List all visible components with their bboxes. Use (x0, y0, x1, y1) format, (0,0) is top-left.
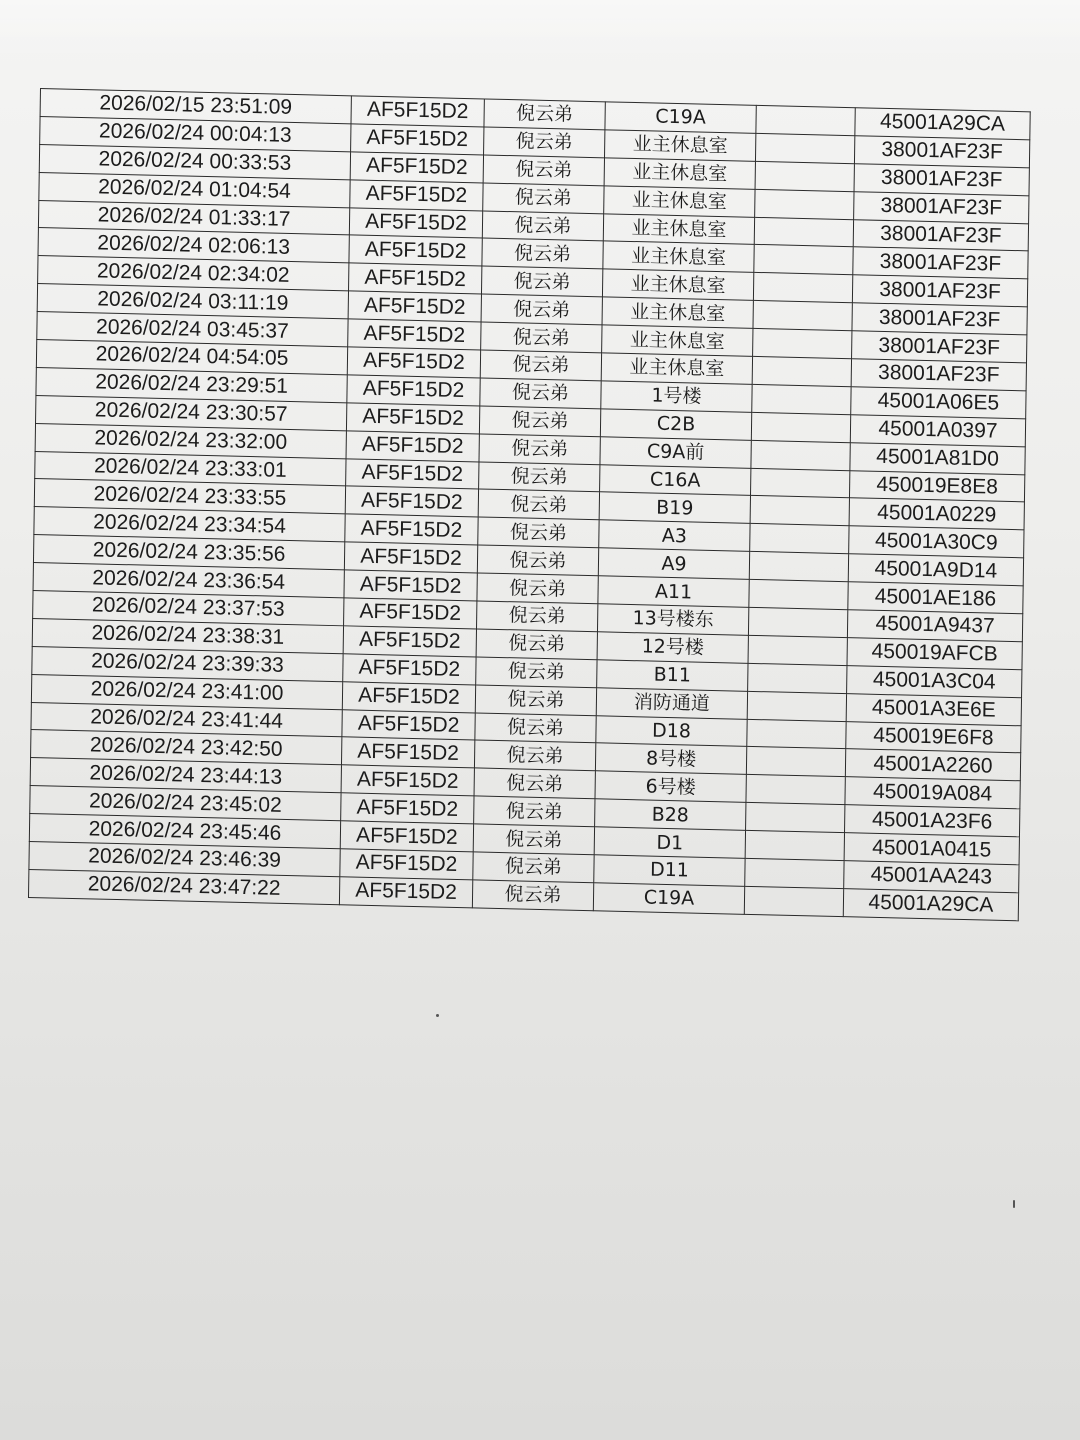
cell-checkpoint-location: 业主休息室 (602, 325, 753, 356)
cell-timestamp: 2026/02/24 23:47:22 (28, 869, 339, 904)
cell-empty (745, 858, 844, 888)
cell-card-id: AF5F15D2 (346, 458, 479, 489)
cell-person-name: 倪云弟 (480, 350, 601, 381)
cell-checkpoint-location: 业主休息室 (603, 241, 754, 272)
cell-person-name: 倪云弟 (481, 322, 602, 353)
cell-timestamp: 2026/02/24 23:46:39 (29, 842, 340, 877)
cell-empty (747, 719, 846, 749)
cell-person-name: 倪云弟 (479, 434, 600, 465)
paper-highlight (0, 0, 1080, 60)
paper-speck (436, 1014, 439, 1017)
cell-empty (746, 747, 845, 777)
cell-checkpoint-location: 6号楼 (595, 771, 746, 802)
cell-device-id: 38001AF23F (851, 359, 1026, 391)
patrol-record-table (28, 88, 1031, 921)
cell-card-id: AF5F15D2 (351, 124, 484, 155)
cell-device-id: 45001A9437 (847, 610, 1022, 642)
cell-timestamp: 2026/02/24 00:33:53 (39, 144, 350, 179)
cell-card-id: AF5F15D2 (344, 598, 477, 629)
cell-timestamp: 2026/02/24 23:29:51 (36, 367, 347, 402)
cell-card-id: AF5F15D2 (349, 235, 482, 266)
cell-checkpoint-location: 业主休息室 (604, 185, 755, 216)
cell-device-id: 38001AF23F (853, 219, 1028, 251)
cell-card-id: AF5F15D2 (340, 849, 473, 880)
cell-card-id: AF5F15D2 (349, 263, 482, 294)
cell-timestamp: 2026/02/24 23:33:55 (34, 479, 345, 514)
cell-checkpoint-location: A9 (598, 548, 749, 579)
cell-person-name: 倪云弟 (475, 685, 596, 716)
cell-card-id: AF5F15D2 (339, 877, 472, 908)
cell-card-id: AF5F15D2 (347, 375, 480, 406)
cell-timestamp: 2026/02/24 23:39:33 (32, 646, 343, 681)
cell-empty (751, 468, 850, 498)
cell-device-id: 450019E6F8 (846, 721, 1021, 753)
cell-checkpoint-location: B28 (595, 799, 746, 830)
cell-timestamp: 2026/02/24 23:45:46 (29, 814, 340, 849)
cell-checkpoint-location: 业主休息室 (603, 213, 754, 244)
cell-timestamp: 2026/02/24 23:35:56 (33, 535, 344, 570)
cell-device-id: 45001A81D0 (850, 442, 1025, 474)
cell-device-id: 38001AF23F (852, 303, 1027, 335)
cell-empty (748, 663, 847, 693)
cell-checkpoint-location: 业主休息室 (602, 269, 753, 300)
cell-checkpoint-location: 消防通道 (596, 687, 747, 718)
cell-person-name: 倪云弟 (474, 796, 595, 827)
cell-card-id: AF5F15D2 (342, 681, 475, 712)
cell-device-id: 45001A23F6 (845, 805, 1020, 837)
cell-checkpoint-location: C9A前 (600, 436, 751, 467)
cell-empty (746, 803, 845, 833)
cell-empty (752, 356, 851, 386)
cell-timestamp: 2026/02/24 23:36:54 (33, 563, 344, 598)
cell-empty (747, 691, 846, 721)
cell-checkpoint-location: 12号楼 (597, 632, 748, 663)
cell-person-name: 倪云弟 (482, 238, 603, 269)
cell-timestamp: 2026/02/24 00:04:13 (40, 116, 351, 151)
cell-timestamp: 2026/02/24 02:34:02 (38, 256, 349, 291)
cell-device-id: 38001AF23F (852, 331, 1027, 363)
cell-device-id: 45001A29CA (843, 889, 1018, 921)
cell-card-id: AF5F15D2 (347, 347, 480, 378)
cell-timestamp: 2026/02/24 02:06:13 (38, 228, 349, 263)
cell-empty (744, 886, 843, 916)
cell-checkpoint-location: C16A (600, 464, 751, 495)
cell-device-id: 45001A30C9 (849, 526, 1024, 558)
cell-device-id: 45001A0415 (844, 833, 1019, 865)
cell-checkpoint-location: D1 (594, 827, 745, 858)
cell-timestamp: 2026/02/24 01:04:54 (39, 172, 350, 207)
cell-device-id: 450019A084 (845, 777, 1020, 809)
cell-empty (748, 607, 847, 637)
cell-empty (752, 384, 851, 414)
cell-device-id: 450019E8E8 (849, 470, 1024, 502)
cell-person-name: 倪云弟 (483, 183, 604, 214)
cell-card-id: AF5F15D2 (342, 709, 475, 740)
cell-empty (756, 105, 855, 135)
cell-person-name: 倪云弟 (482, 211, 603, 242)
cell-person-name: 倪云弟 (474, 740, 595, 771)
cell-card-id: AF5F15D2 (346, 431, 479, 462)
cell-empty (753, 273, 852, 303)
cell-person-name: 倪云弟 (476, 657, 597, 688)
cell-checkpoint-location: C2B (600, 409, 751, 440)
cell-checkpoint-location: D18 (596, 715, 747, 746)
cell-timestamp: 2026/02/24 23:41:44 (31, 702, 342, 737)
cell-card-id: AF5F15D2 (344, 542, 477, 573)
cell-person-name: 倪云弟 (483, 155, 604, 186)
cell-empty (755, 161, 854, 191)
cell-device-id: 45001A3C04 (847, 665, 1022, 697)
cell-empty (755, 189, 854, 219)
cell-checkpoint-location: 8号楼 (595, 743, 746, 774)
cell-person-name: 倪云弟 (473, 852, 594, 883)
cell-timestamp: 2026/02/24 23:38:31 (32, 618, 343, 653)
cell-checkpoint-location: A3 (599, 520, 750, 551)
cell-card-id: AF5F15D2 (344, 570, 477, 601)
cell-empty (745, 830, 844, 860)
cell-person-name: 倪云弟 (480, 378, 601, 409)
cell-card-id: AF5F15D2 (346, 403, 479, 434)
cell-card-id: AF5F15D2 (348, 319, 481, 350)
cell-timestamp: 2026/02/24 23:42:50 (31, 730, 342, 765)
cell-timestamp: 2026/02/24 23:32:00 (35, 423, 346, 458)
cell-device-id: 38001AF23F (853, 247, 1028, 279)
cell-person-name: 倪云弟 (477, 573, 598, 604)
cell-checkpoint-location: C19A (593, 883, 744, 914)
cell-device-id: 45001A9D14 (848, 554, 1023, 586)
cell-person-name: 倪云弟 (477, 601, 598, 632)
cell-device-id: 38001AF23F (852, 275, 1027, 307)
cell-person-name: 倪云弟 (479, 406, 600, 437)
cell-card-id: AF5F15D2 (341, 793, 474, 824)
cell-timestamp: 2026/02/24 23:37:53 (33, 591, 344, 626)
cell-card-id: AF5F15D2 (345, 486, 478, 517)
cell-card-id: AF5F15D2 (349, 207, 482, 238)
cell-checkpoint-location: 业主休息室 (604, 158, 755, 189)
cell-checkpoint-location: 业主休息室 (605, 130, 756, 161)
cell-checkpoint-location: C19A (605, 102, 756, 133)
cell-device-id: 45001AE186 (848, 582, 1023, 614)
cell-checkpoint-location: B11 (597, 660, 748, 691)
cell-empty (751, 440, 850, 470)
patrol-record-table-body (28, 89, 1030, 921)
cell-device-id: 38001AF23F (854, 191, 1029, 223)
cell-checkpoint-location: A11 (598, 576, 749, 607)
cell-timestamp: 2026/02/15 23:51:09 (40, 89, 351, 124)
cell-device-id: 45001A0397 (850, 414, 1025, 446)
cell-checkpoint-location: 业主休息室 (602, 297, 753, 328)
cell-person-name: 倪云弟 (478, 517, 599, 548)
cell-timestamp: 2026/02/24 23:45:02 (30, 786, 341, 821)
cell-card-id: AF5F15D2 (340, 821, 473, 852)
cell-device-id: 45001A0229 (849, 498, 1024, 530)
cell-person-name: 倪云弟 (476, 629, 597, 660)
cell-device-id: 45001A2260 (845, 749, 1020, 781)
cell-checkpoint-location: B19 (599, 492, 750, 523)
cell-timestamp: 2026/02/24 01:33:17 (38, 200, 349, 235)
cell-empty (749, 579, 848, 609)
cell-empty (751, 412, 850, 442)
cell-device-id: 45001A06E5 (851, 387, 1026, 419)
cell-empty (753, 301, 852, 331)
cell-card-id: AF5F15D2 (341, 765, 474, 796)
cell-device-id: 45001A3E6E (846, 693, 1021, 725)
cell-card-id: AF5F15D2 (350, 152, 483, 183)
cell-person-name: 倪云弟 (484, 127, 605, 158)
cell-empty (748, 635, 847, 665)
cell-device-id: 45001A29CA (855, 108, 1030, 140)
cell-card-id: AF5F15D2 (343, 626, 476, 657)
cell-checkpoint-location: D11 (594, 855, 745, 886)
cell-empty (755, 133, 854, 163)
cell-timestamp: 2026/02/24 03:45:37 (37, 312, 348, 347)
cell-device-id: 38001AF23F (854, 136, 1029, 168)
cell-card-id: AF5F15D2 (345, 514, 478, 545)
cell-timestamp: 2026/02/24 23:34:54 (34, 507, 345, 542)
cell-timestamp: 2026/02/24 23:41:00 (31, 674, 342, 709)
cell-person-name: 倪云弟 (474, 768, 595, 799)
cell-person-name: 倪云弟 (481, 266, 602, 297)
cell-card-id: AF5F15D2 (343, 654, 476, 685)
cell-person-name: 倪云弟 (479, 462, 600, 493)
cell-empty (753, 328, 852, 358)
cell-empty (746, 775, 845, 805)
cell-empty (754, 217, 853, 247)
cell-device-id: 450019AFCB (847, 638, 1022, 670)
cell-timestamp: 2026/02/24 04:54:05 (36, 340, 347, 375)
cell-person-name: 倪云弟 (475, 713, 596, 744)
cell-card-id: AF5F15D2 (350, 180, 483, 211)
cell-timestamp: 2026/02/24 23:44:13 (30, 758, 341, 793)
cell-empty (750, 496, 849, 526)
cell-card-id: AF5F15D2 (341, 737, 474, 768)
cell-empty (749, 552, 848, 582)
cell-checkpoint-location: 业主休息室 (601, 353, 752, 384)
cell-empty (754, 245, 853, 275)
cell-empty (750, 524, 849, 554)
cell-person-name: 倪云弟 (481, 294, 602, 325)
cell-person-name: 倪云弟 (478, 489, 599, 520)
cell-timestamp: 2026/02/24 03:11:19 (37, 284, 348, 319)
cell-timestamp: 2026/02/24 23:33:01 (35, 451, 346, 486)
cell-card-id: AF5F15D2 (351, 96, 484, 127)
cell-person-name: 倪云弟 (473, 824, 594, 855)
cell-checkpoint-location: 1号楼 (601, 381, 752, 412)
cell-timestamp: 2026/02/24 23:30:57 (36, 395, 347, 430)
cell-person-name: 倪云弟 (484, 99, 605, 130)
cell-device-id: 45001AA243 (844, 861, 1019, 893)
cell-checkpoint-location: 13号楼东 (597, 604, 748, 635)
cell-person-name: 倪云弟 (477, 545, 598, 576)
cell-device-id: 38001AF23F (854, 163, 1029, 195)
cell-card-id: AF5F15D2 (348, 291, 481, 322)
cell-person-name: 倪云弟 (472, 880, 593, 911)
paper-speck (1013, 1200, 1015, 1208)
